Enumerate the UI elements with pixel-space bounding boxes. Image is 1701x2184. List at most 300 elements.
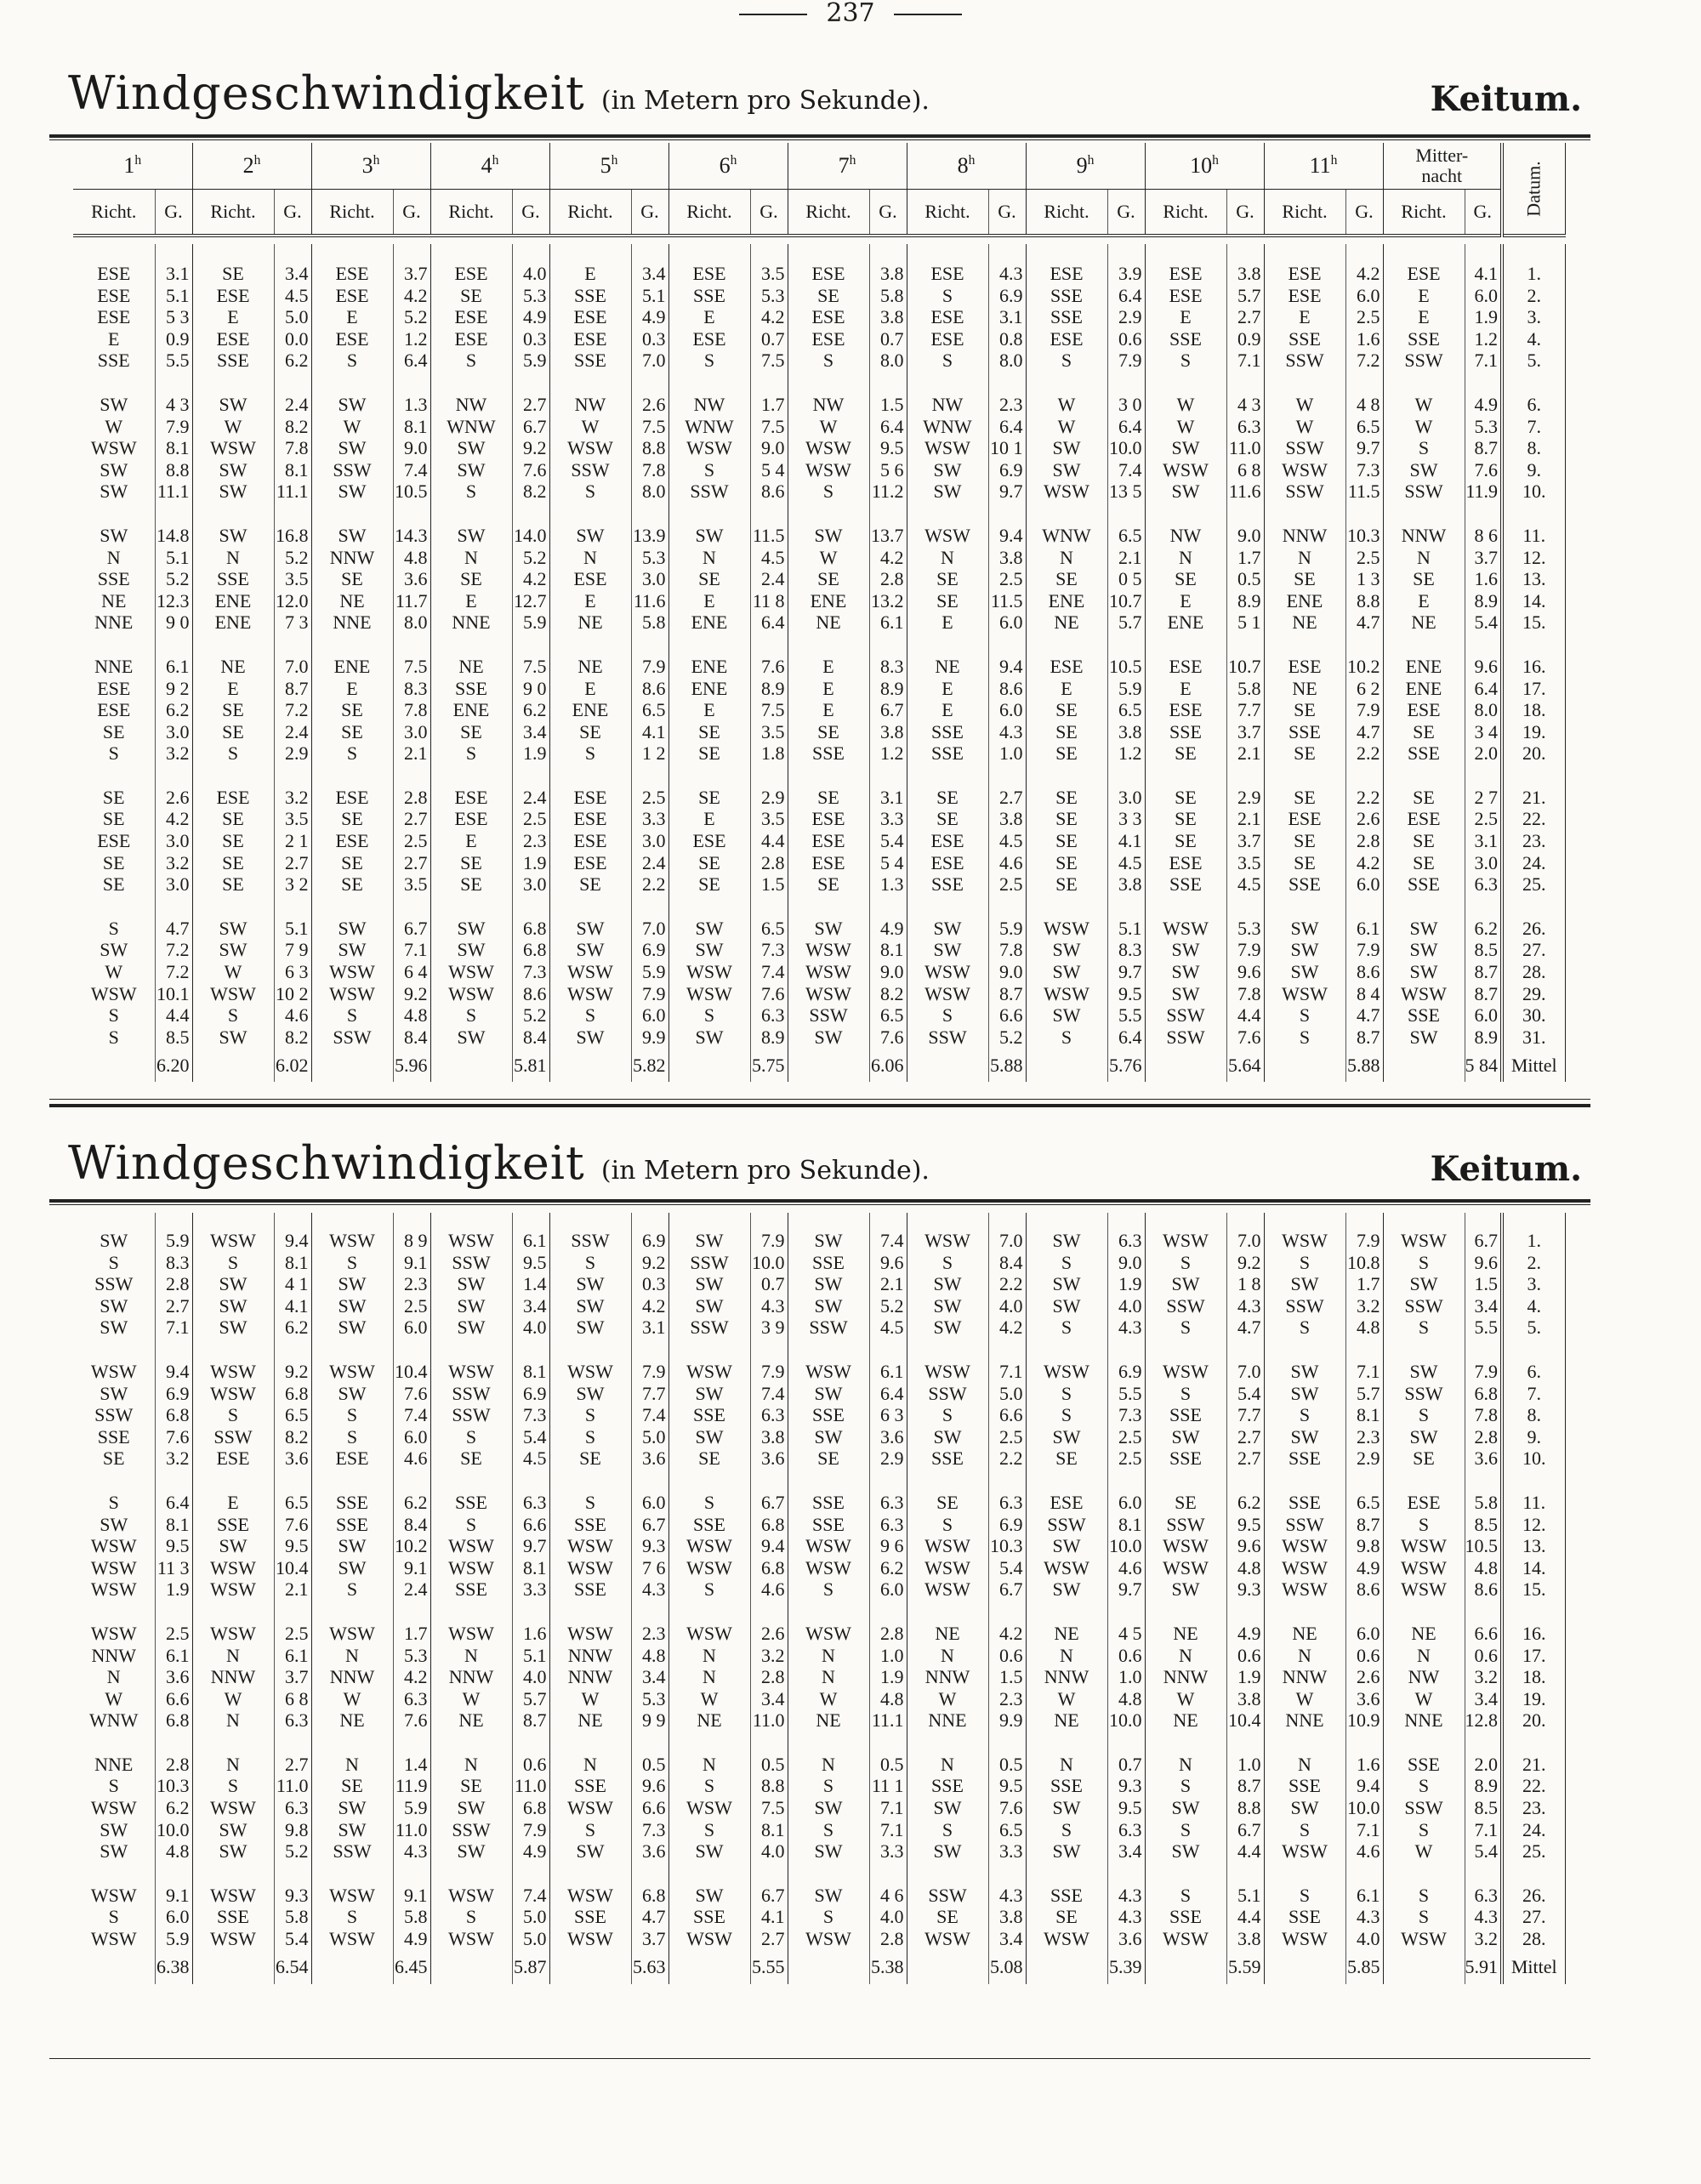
spacer-cell	[1345, 503, 1383, 525]
spacer-cell	[988, 244, 1026, 263]
spacer-cell	[1345, 1470, 1383, 1492]
hour-header	[192, 143, 311, 190]
direction-cell: SSE	[788, 1404, 869, 1426]
direction-cell: WSW	[668, 1361, 750, 1383]
speed-cell: 3.5	[274, 808, 311, 830]
direction-cell: NE	[549, 1709, 631, 1732]
direction-cell: N	[907, 1754, 988, 1776]
speed-header: G.	[393, 190, 430, 236]
speed-cell: 2.8	[155, 1754, 192, 1776]
speed-cell: 4.3	[1107, 1906, 1145, 1928]
direction-cell: SSW	[1026, 1514, 1107, 1536]
mean-value: 5.59	[1226, 1950, 1264, 1984]
speed-cell: 6.0	[1345, 1623, 1383, 1645]
direction-cell: S	[907, 350, 988, 372]
speed-cell: 6.8	[512, 1797, 549, 1819]
direction-cell: SSW	[430, 1819, 512, 1841]
direction-cell: S	[1383, 1906, 1465, 1928]
direction-cell: SSW	[907, 1027, 988, 1049]
spacer-cell	[274, 1863, 311, 1885]
spacer-cell	[512, 1470, 549, 1492]
speed-cell: 5.2	[274, 1840, 311, 1863]
spacer-cell	[73, 503, 155, 525]
speed-cell: 8.2	[869, 983, 907, 1005]
date-cell: 24.	[1502, 852, 1565, 874]
direction-cell: E	[788, 699, 869, 721]
direction-cell: WSW	[192, 437, 274, 459]
direction-cell: NNW	[311, 547, 393, 569]
datum-label: Datum.	[1522, 160, 1545, 217]
mean-empty-cell	[788, 1950, 869, 1984]
speed-cell: 2.8	[393, 787, 430, 809]
speed-cell: 13.2	[869, 590, 907, 612]
direction-cell: SSE	[788, 1514, 869, 1536]
direction-cell: S	[73, 1027, 155, 1049]
direction-cell: S	[1145, 1383, 1226, 1405]
speed-cell: 9.0	[1107, 1252, 1145, 1274]
direction-cell: SW	[549, 1840, 631, 1863]
table-row	[73, 1797, 1565, 1819]
speed-cell: 6.0	[393, 1426, 430, 1448]
direction-cell: SE	[549, 873, 631, 896]
direction-cell: S	[1383, 1775, 1465, 1797]
direction-cell: W	[1145, 416, 1226, 438]
spacer-cell	[1226, 503, 1264, 525]
spacer-cell	[1264, 765, 1345, 787]
direction-cell: S	[668, 1004, 750, 1027]
speed-cell: 10.7	[1107, 590, 1145, 612]
spacer-cell	[907, 634, 988, 656]
speed-cell: 8.0	[1465, 699, 1502, 721]
table-row	[73, 1004, 1565, 1027]
direction-cell: W	[788, 1688, 869, 1710]
direction-cell: WSW	[549, 1557, 631, 1579]
speed-cell: 9 0	[512, 678, 549, 700]
speed-cell: 4.3	[1107, 1885, 1145, 1907]
direction-cell: SW	[430, 1027, 512, 1049]
direction-cell: WSW	[73, 1928, 155, 1950]
speed-cell: 7.2	[155, 939, 192, 961]
speed-cell: 5.8	[393, 1906, 430, 1928]
table-row	[73, 1688, 1565, 1710]
speed-cell: 7.1	[988, 1361, 1026, 1383]
direction-cell: SSW	[1383, 481, 1465, 503]
speed-cell: 3.2	[1345, 1295, 1383, 1317]
direction-cell: SE	[668, 852, 750, 874]
direction-cell: SSE	[1383, 1004, 1465, 1027]
speed-cell: 4.3	[1107, 1317, 1145, 1339]
speed-cell: 9 9	[631, 1709, 668, 1732]
direction-cell: SW	[311, 1383, 393, 1405]
mean-value: 6.06	[869, 1048, 907, 1082]
direction-cell: WSW	[788, 939, 869, 961]
direction-cell: ESE	[1383, 699, 1465, 721]
speed-cell: 9.2	[1226, 1252, 1264, 1274]
direction-cell: SSE	[668, 1906, 750, 1928]
direction-cell: SSE	[430, 1492, 512, 1514]
hour-header	[430, 143, 549, 190]
speed-cell: 3.2	[155, 742, 192, 765]
speed-cell: 3.5	[393, 873, 430, 896]
speed-cell: 11.9	[1465, 481, 1502, 503]
speed-cell: 7.7	[1226, 699, 1264, 721]
speed-cell: 6.4	[1107, 416, 1145, 438]
direction-cell: S	[1145, 1252, 1226, 1274]
speed-cell: 10.3	[988, 1535, 1026, 1557]
speed-cell: 8.1	[1107, 1514, 1145, 1536]
speed-cell: 9.1	[393, 1252, 430, 1274]
mean-value: 6.02	[274, 1048, 311, 1082]
speed-cell: 7.9	[1345, 699, 1383, 721]
speed-cell: 5.2	[512, 1004, 549, 1027]
direction-cell: SW	[73, 939, 155, 961]
table-row	[73, 416, 1565, 438]
spacer-cell	[311, 1470, 393, 1492]
speed-cell: 6.2	[155, 1797, 192, 1819]
speed-cell: 7.2	[274, 699, 311, 721]
speed-cell: 7.6	[1226, 1027, 1264, 1049]
speed-cell: 5.5	[1107, 1004, 1145, 1027]
direction-cell: SSE	[1264, 1775, 1345, 1797]
direction-cell: ESE	[1145, 285, 1226, 307]
speed-cell: 7.8	[274, 437, 311, 459]
direction-cell: SW	[1383, 459, 1465, 481]
speed-cell: 7.6	[393, 1709, 430, 1732]
speed-cell: 5.4	[1226, 1383, 1264, 1405]
direction-cell: S	[1264, 1885, 1345, 1907]
speed-cell: 4.8	[393, 1004, 430, 1027]
direction-cell: N	[1145, 547, 1226, 569]
direction-cell: NE	[311, 590, 393, 612]
direction-cell: SSE	[1026, 285, 1107, 307]
direction-cell: S	[430, 1426, 512, 1448]
direction-cell: ENE	[1383, 678, 1465, 700]
speed-cell: 5 6	[869, 459, 907, 481]
speed-cell: 4.4	[1226, 1004, 1264, 1027]
direction-cell: SW	[192, 1317, 274, 1339]
direction-cell: SW	[311, 1557, 393, 1579]
header-rule	[73, 236, 1565, 244]
direction-cell: N	[788, 1666, 869, 1688]
direction-cell: SSW	[1383, 1797, 1465, 1819]
spacer-cell	[1502, 896, 1565, 918]
direction-cell: S	[1026, 1252, 1107, 1274]
direction-cell: SE	[192, 721, 274, 743]
spacer-cell	[1502, 244, 1565, 263]
speed-cell: 9.1	[155, 1885, 192, 1907]
speed-cell: 5.2	[155, 568, 192, 590]
speed-cell: 4.6	[750, 1578, 788, 1601]
speed-cell: 8.6	[1345, 961, 1383, 983]
speed-cell: 7.4	[631, 1404, 668, 1426]
speed-cell: 5.3	[1465, 416, 1502, 438]
speed-header: G.	[155, 190, 192, 236]
direction-cell: NNE	[907, 1709, 988, 1732]
speed-cell: 4.7	[155, 918, 192, 940]
speed-cell: 5.4	[1465, 611, 1502, 634]
speed-cell: 6.0	[1465, 285, 1502, 307]
speed-cell: 6.3	[1465, 1885, 1502, 1907]
section-title: Windgeschwindigkeit	[68, 1136, 585, 1190]
direction-cell: SSW	[311, 1840, 393, 1863]
speed-cell: 8.0	[988, 350, 1026, 372]
direction-cell: SE	[430, 721, 512, 743]
direction-cell: WSW	[192, 1361, 274, 1383]
spacer-cell	[393, 1470, 430, 1492]
speed-cell: 11.0	[750, 1709, 788, 1732]
speed-cell: 0.9	[155, 328, 192, 350]
direction-cell: SSW	[788, 1004, 869, 1027]
rule-bottom	[49, 1099, 1590, 1100]
spacer-cell	[869, 896, 907, 918]
direction-header: Richt.	[192, 190, 274, 236]
direction-cell: ESE	[73, 263, 155, 285]
direction-cell: ESE	[549, 328, 631, 350]
spacer-cell	[907, 1470, 988, 1492]
spacer-cell	[907, 1732, 988, 1754]
direction-cell: WSW	[1383, 983, 1465, 1005]
speed-cell: 8.1	[155, 1514, 192, 1536]
speed-cell: 1 2	[631, 742, 668, 765]
speed-cell: 6.1	[1345, 918, 1383, 940]
speed-cell: 4.3	[1465, 1906, 1502, 1928]
direction-cell: N	[1383, 1645, 1465, 1667]
speed-header: G.	[869, 190, 907, 236]
spacer-cell	[512, 1732, 549, 1754]
spacer-cell	[73, 244, 155, 263]
speed-cell: 4.9	[512, 306, 549, 328]
speed-cell: 7.0	[1226, 1361, 1264, 1383]
spacer-cell	[668, 1863, 750, 1885]
spacer-cell	[1226, 1470, 1264, 1492]
direction-cell: ESE	[907, 263, 988, 285]
direction-cell: SE	[668, 1447, 750, 1470]
direction-cell: W	[668, 1688, 750, 1710]
direction-cell: NNE	[73, 611, 155, 634]
speed-cell: 10.3	[1345, 525, 1383, 547]
hour-header	[907, 143, 1026, 190]
speed-cell: 6.5	[988, 1819, 1026, 1841]
speed-cell: 2.3	[1345, 1426, 1383, 1448]
speed-cell: 9 2	[155, 678, 192, 700]
group-spacer	[73, 634, 1565, 656]
spacer-cell	[155, 1470, 192, 1492]
spacer-cell	[1026, 1470, 1107, 1492]
direction-cell: SE	[430, 1447, 512, 1470]
direction-cell: N	[430, 1645, 512, 1667]
speed-cell: 7.9	[750, 1361, 788, 1383]
spacer-cell	[750, 1213, 788, 1230]
speed-cell: 13.7	[869, 525, 907, 547]
mean-value: 5.82	[631, 1048, 668, 1082]
speed-cell: 3.0	[631, 568, 668, 590]
speed-cell: 5.2	[869, 1295, 907, 1317]
direction-cell: WSW	[1383, 1557, 1465, 1579]
direction-cell: WSW	[668, 1797, 750, 1819]
direction-cell: SSE	[549, 285, 631, 307]
speed-cell: 6 8	[274, 1688, 311, 1710]
direction-cell: SW	[311, 1535, 393, 1557]
spacer-cell	[73, 1732, 155, 1754]
spacer-cell	[750, 896, 788, 918]
direction-cell: SE	[1264, 699, 1345, 721]
spacer-cell	[788, 372, 869, 394]
speed-header: G.	[631, 190, 668, 236]
direction-cell: W	[311, 416, 393, 438]
direction-cell: SW	[430, 459, 512, 481]
direction-cell: NE	[1383, 611, 1465, 634]
speed-cell: 6.1	[512, 1230, 549, 1252]
speed-cell: 8.9	[750, 1027, 788, 1049]
direction-cell: S	[549, 1426, 631, 1448]
direction-cell: SW	[907, 1317, 988, 1339]
speed-cell: 4.7	[1345, 611, 1383, 634]
direction-cell: WSW	[1026, 1557, 1107, 1579]
speed-cell: 12.3	[155, 590, 192, 612]
spacer-cell	[1465, 372, 1502, 394]
spacer-cell	[1383, 503, 1465, 525]
speed-cell: 1.5	[750, 873, 788, 896]
direction-cell: SE	[192, 808, 274, 830]
spacer-cell	[631, 503, 668, 525]
direction-cell: S	[1145, 1819, 1226, 1841]
date-cell: 27.	[1502, 1906, 1565, 1928]
table-row	[73, 481, 1565, 503]
speed-cell: 10.3	[155, 1775, 192, 1797]
speed-cell: 2.9	[1345, 1447, 1383, 1470]
speed-cell: 9.9	[988, 1709, 1026, 1732]
speed-cell: 11.1	[155, 481, 192, 503]
speed-cell: 4.9	[869, 918, 907, 940]
direction-cell: SE	[430, 1775, 512, 1797]
direction-cell: SSE	[1264, 873, 1345, 896]
direction-cell: SSE	[1145, 1906, 1226, 1928]
direction-cell: E	[907, 699, 988, 721]
direction-cell: SE	[788, 568, 869, 590]
direction-cell: SW	[73, 1819, 155, 1841]
direction-cell: S	[73, 1004, 155, 1027]
speed-cell: 3.9	[1107, 263, 1145, 285]
speed-cell: 6.5	[274, 1492, 311, 1514]
direction-cell: SE	[1383, 830, 1465, 852]
spacer-cell	[311, 244, 393, 263]
direction-cell: SW	[311, 939, 393, 961]
spacer-cell	[1383, 1470, 1465, 1492]
spacer-cell	[1264, 1601, 1345, 1623]
speed-cell: 8.7	[988, 983, 1026, 1005]
speed-cell: 6.9	[155, 1383, 192, 1405]
direction-cell: N	[430, 547, 512, 569]
speed-cell: 8.7	[1345, 1514, 1383, 1536]
direction-cell: WSW	[907, 1230, 988, 1252]
spacer-cell	[155, 503, 192, 525]
speed-cell: 0.5	[869, 1754, 907, 1776]
mean-value: 5.88	[988, 1048, 1026, 1082]
direction-cell: SW	[430, 525, 512, 547]
spacer-cell	[549, 765, 631, 787]
direction-cell: E	[907, 611, 988, 634]
direction-cell: E	[430, 830, 512, 852]
direction-cell: N	[73, 547, 155, 569]
direction-cell: WSW	[668, 983, 750, 1005]
speed-cell: 4.3	[988, 263, 1026, 285]
date-cell: 25.	[1502, 1840, 1565, 1863]
speed-cell: 6.9	[1107, 1361, 1145, 1383]
speed-cell: 3.7	[1226, 721, 1264, 743]
speed-cell: 8 6	[1465, 525, 1502, 547]
speed-cell: 5.3	[631, 1688, 668, 1710]
speed-cell: 3.3	[512, 1578, 549, 1601]
speed-cell: 7.8	[988, 939, 1026, 961]
date-cell: 4.	[1502, 1295, 1565, 1317]
speed-cell: 6.3	[512, 1492, 549, 1514]
direction-cell: WSW	[1264, 1840, 1345, 1863]
speed-cell: 3.1	[155, 263, 192, 285]
date-cell: 28.	[1502, 1928, 1565, 1950]
direction-cell: NNW	[1026, 1666, 1107, 1688]
spacer-cell	[549, 1470, 631, 1492]
direction-cell: WSW	[430, 961, 512, 983]
speed-cell: 4.2	[988, 1623, 1026, 1645]
speed-cell: 4.8	[1465, 1557, 1502, 1579]
direction-cell: SW	[907, 481, 988, 503]
direction-cell: ESE	[192, 1447, 274, 1470]
rule-top	[49, 1199, 1590, 1203]
speed-cell: 9.2	[393, 983, 430, 1005]
speed-header: G.	[1345, 190, 1383, 236]
speed-cell: 7.9	[750, 1230, 788, 1252]
speed-cell: 4.1	[1465, 263, 1502, 285]
direction-cell: SW	[73, 525, 155, 547]
speed-cell: 8.5	[1465, 939, 1502, 961]
direction-cell: SSW	[1145, 1295, 1226, 1317]
table-row	[73, 983, 1565, 1005]
spacer-cell	[750, 244, 788, 263]
spacer-cell	[1107, 1732, 1145, 1754]
table-row	[73, 787, 1565, 809]
speed-cell: 5.8	[869, 285, 907, 307]
speed-cell: 9.9	[631, 1027, 668, 1049]
direction-cell: NE	[430, 656, 512, 678]
speed-cell: 4.8	[631, 1645, 668, 1667]
speed-cell: 0.6	[1345, 1645, 1383, 1667]
speed-cell: 3.4	[988, 1928, 1026, 1950]
spacer-cell	[1345, 1863, 1383, 1885]
spacer-cell	[788, 765, 869, 787]
direction-cell: SW	[1145, 1426, 1226, 1448]
mean-empty-cell	[1145, 1048, 1226, 1082]
speed-cell: 4 6	[869, 1885, 907, 1907]
direction-cell: SSE	[668, 285, 750, 307]
direction-header: Richt.	[907, 190, 988, 236]
direction-cell: NNW	[549, 1645, 631, 1667]
direction-cell: SW	[1026, 1578, 1107, 1601]
spacer-cell	[668, 1213, 750, 1230]
mean-value: 5.55	[750, 1950, 788, 1984]
direction-cell: W	[1026, 394, 1107, 416]
spacer-cell	[1502, 634, 1565, 656]
direction-cell: SW	[192, 1027, 274, 1049]
direction-cell: S	[1264, 1317, 1345, 1339]
spacer-cell	[549, 634, 631, 656]
speed-cell: 5.8	[1226, 678, 1264, 700]
direction-cell: E	[1145, 590, 1226, 612]
direction-cell: SW	[907, 1840, 988, 1863]
speed-cell: 2.1	[393, 742, 430, 765]
speed-cell: 1 8	[1226, 1273, 1264, 1295]
speed-cell: 1.4	[393, 1754, 430, 1776]
spacer-cell	[192, 1470, 274, 1492]
